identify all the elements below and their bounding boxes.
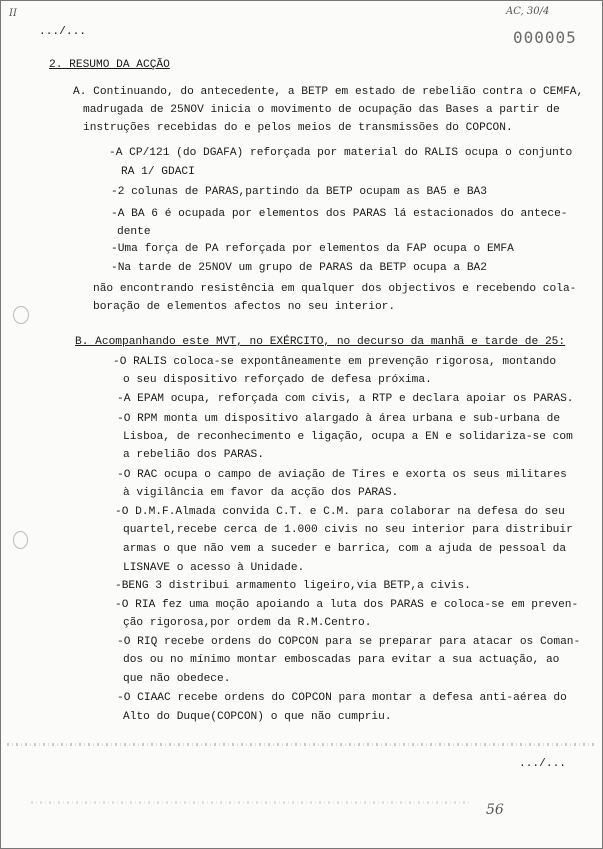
paragraph-a-closing: boração de elementos afectos no seu interior. (93, 301, 396, 313)
paragraph-a-closing: não encontrando resistência em qualquer dos objectivos e recebendo cola- (93, 283, 577, 295)
scan-noise-band (7, 743, 595, 746)
paragraph-a-item: RA 1/ GDACI (121, 166, 195, 178)
paragraph-b-item: -O RPM monta um dispositivo alargado à área urbana e sub-urbana de (117, 413, 561, 425)
paragraph-a-item: -Na tarde de 25NOV um grupo de PARAS da BETP ocupa a BA2 (111, 262, 487, 274)
paragraph-b-item: LISNAVE o acesso à Unidade. (123, 562, 305, 574)
paragraph-b-title: B. Acompanhando este MVT, no EXÉRCITO, no decurso da manhã e tarde de 25: (75, 336, 566, 348)
paragraph-b-item: à vigilância em favor da acção dos PARAS. (123, 487, 399, 499)
paragraph-b-item: -A EPAM ocupa, reforçada com civis, a RTP e declara apoiar os PARAS. (117, 393, 574, 405)
paragraph-a-line: instruções recebidas do e pelos meios de transmissões do COPCON. (83, 122, 513, 134)
paragraph-b-item: -O D.M.F.Almada convida C.T. e C.M. para colaborar na defesa do seu (115, 506, 565, 518)
punch-hole-mark (13, 306, 29, 324)
paragraph-b-item: ção rigorosa,por ordem da R.M.Centro. (123, 617, 372, 629)
continued-bottom: .../... (519, 758, 566, 770)
reference-mark: AC, 30/4 (506, 6, 550, 17)
paragraph-a-item: -A CP/121 (do DGAFA) reforçada por material do RALIS ocupa o conjunto (109, 147, 573, 159)
scan-noise-band (31, 801, 471, 804)
paragraph-a-item: -2 colunas de PARAS,partindo da BETP ocupam as BA5 e BA3 (111, 186, 487, 198)
corner-mark: II (9, 8, 17, 19)
paragraph-b-item: o seu dispositivo reforçado de defesa próxima. (123, 374, 432, 386)
paragraph-b-item: -BENG 3 distribui armamento ligeiro,via BETP,a civis. (115, 580, 471, 592)
continued-top: .../... (39, 26, 86, 38)
stamp-number: 000005 (513, 28, 577, 47)
paragraph-b-item: -O RIQ recebe ordens do COPCON para se preparar para atacar os Coman- (117, 636, 581, 648)
paragraph-b-item: dos ou no mínimo montar emboscadas para evitar a sua actuação, ao (123, 654, 560, 666)
paragraph-a-line: madrugada de 25NOV inicia o movimento de ocupação das Bases a partir de (83, 104, 560, 116)
paragraph-a-item: -A BA 6 é ocupada por elementos dos PARAS lá estacionados do antece- (111, 208, 568, 220)
paragraph-b-item: armas o que não vem a suceder e barrica, com a ajuda de pessoal da (123, 543, 567, 555)
paragraph-b-item: quartel,recebe cerca de 1.000 civis no seu interior para distribuir (123, 524, 573, 536)
paragraph-b-item: Lisboa, de reconhecimento e ligação, ocupa a EN e solidariza-se com (123, 431, 573, 443)
page-number: 56 (486, 802, 504, 818)
paragraph-b-item: -O CIAAC recebe ordens do COPCON para montar a defesa anti-aérea do (117, 692, 567, 704)
paragraph-a-item: -Uma força de PA reforçada por elementos da FAP ocupa o EMFA (111, 243, 514, 255)
punch-hole-mark (13, 531, 28, 549)
paragraph-b-item: -O RIA fez uma moção apoiando a luta dos PARAS e coloca-se em preven- (115, 599, 579, 611)
paragraph-b-item: a rebelião dos PARAS. (123, 449, 264, 461)
paragraph-b-item: -O RALIS coloca-se expontâneamente em prevenção rigorosa, montando (113, 356, 557, 368)
paragraph-a-item: dente (117, 226, 151, 238)
section-title: 2. RESUMO DA ACÇÃO (49, 59, 170, 71)
paragraph-a-line: A. Continuando, do antecedente, a BETP em estado de rebelião contra o CEMFA, (73, 86, 584, 98)
paragraph-b-item: -O RAC ocupa o campo de aviação de Tires e exorta os seus militares (117, 469, 567, 481)
paragraph-b-item: que não obedece. (123, 673, 231, 685)
paragraph-b-item: Alto do Duque(COPCON) o que não cumpriu. (123, 711, 392, 723)
